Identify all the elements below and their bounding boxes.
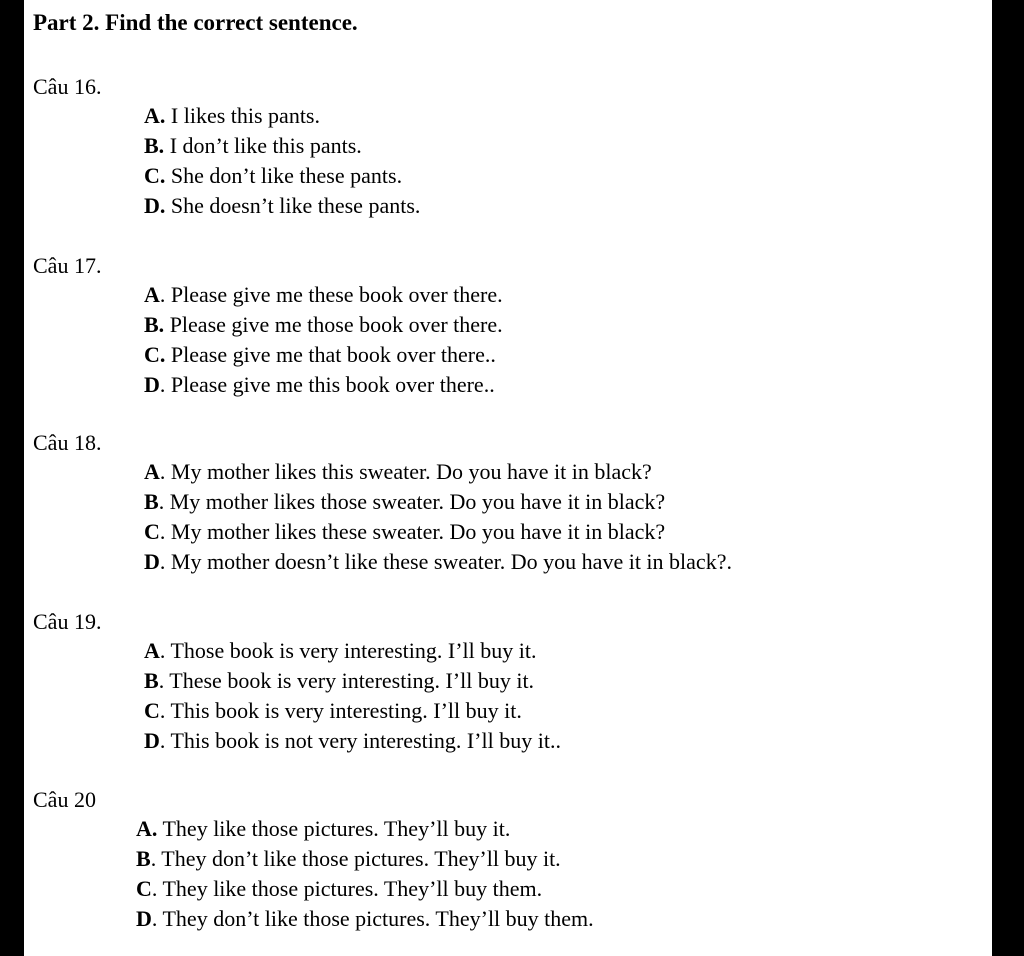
option-text: . My mother doesn’t like these sweater. Do you have it in black?. [159, 549, 732, 574]
question-label: Câu 16. [33, 74, 102, 99]
option-d [144, 547, 732, 577]
option-b [136, 844, 594, 874]
option-c [144, 161, 420, 191]
option-text: They like those pictures. They’ll buy it. [157, 816, 511, 841]
option-text: She don’t like these pants. [165, 163, 403, 188]
option-letter: B [144, 668, 159, 693]
option-text: . My mother likes this sweater. Do you have it in black? [159, 459, 652, 484]
option-letter: C [144, 519, 160, 544]
option-c [136, 874, 594, 904]
option-letter: D [144, 372, 160, 397]
option-a [144, 101, 420, 131]
option-c [144, 517, 732, 547]
option-letter: C. [144, 342, 166, 367]
option-text: . This book is not very interesting. I’ll buy it.. [159, 728, 561, 753]
option-letter: B. [144, 312, 165, 337]
question-label: Câu 18. [33, 430, 102, 455]
option-text: . They don’t like those pictures. They’ll buy them. [151, 906, 594, 931]
option-letter: B [136, 846, 151, 871]
option-text: Please give me those book over there. [164, 312, 503, 337]
option-list [144, 457, 732, 577]
option-letter: D [136, 906, 152, 931]
option-a [144, 636, 561, 666]
option-letter: A. [136, 816, 158, 841]
option-text: . Those book is very interesting. I’ll buy it. [159, 638, 537, 663]
option-letter: C. [144, 163, 166, 188]
option-letter: D [144, 549, 160, 574]
option-d [136, 904, 594, 934]
option-b [144, 131, 420, 161]
option-d [144, 191, 420, 221]
option-b [144, 666, 561, 696]
option-letter: C [144, 698, 160, 723]
option-a [144, 457, 732, 487]
worksheet-page [24, 0, 992, 956]
question-label: Câu 17. [33, 253, 102, 278]
option-letter: B. [144, 133, 165, 158]
option-letter: D. [144, 193, 166, 218]
option-text: Please give me that book over there.. [165, 342, 496, 367]
option-text: She doesn’t like these pants. [165, 193, 421, 218]
option-list [144, 636, 561, 756]
right-border-bar [992, 0, 1024, 956]
option-text: . Please give me this book over there.. [159, 372, 495, 397]
option-text: . My mother likes these sweater. Do you have it in black? [159, 519, 666, 544]
option-b [144, 487, 732, 517]
question-label: Câu 20 [33, 787, 96, 812]
option-a [136, 814, 594, 844]
option-c [144, 696, 561, 726]
option-text: I don’t like this pants. [164, 133, 362, 158]
option-c [144, 340, 503, 370]
option-letter: A [144, 459, 160, 484]
option-letter: D [144, 728, 160, 753]
option-text: . They don’t like those pictures. They’ll buy it. [150, 846, 561, 871]
part-title: Part 2. Find the correct sentence. [33, 10, 358, 35]
option-text: . My mother likes those sweater. Do you have it in black? [158, 489, 666, 514]
option-letter: C [136, 876, 152, 901]
option-letter: A [144, 282, 160, 307]
option-d [144, 370, 503, 400]
option-letter: B [144, 489, 159, 514]
option-text: . They like those pictures. They’ll buy them. [151, 876, 543, 901]
option-b [144, 310, 503, 340]
option-text: . These book is very interesting. I’ll buy it. [158, 668, 535, 693]
question-label: Câu 19. [33, 609, 102, 634]
option-list [144, 101, 420, 221]
option-d [144, 726, 561, 756]
option-text: . This book is very interesting. I’ll buy it. [159, 698, 522, 723]
option-list [144, 280, 503, 400]
option-list [136, 814, 594, 934]
option-letter: A [144, 638, 160, 663]
option-text: I likes this pants. [165, 103, 320, 128]
option-a [144, 280, 503, 310]
option-letter: A. [144, 103, 166, 128]
option-text: . Please give me these book over there. [159, 282, 503, 307]
